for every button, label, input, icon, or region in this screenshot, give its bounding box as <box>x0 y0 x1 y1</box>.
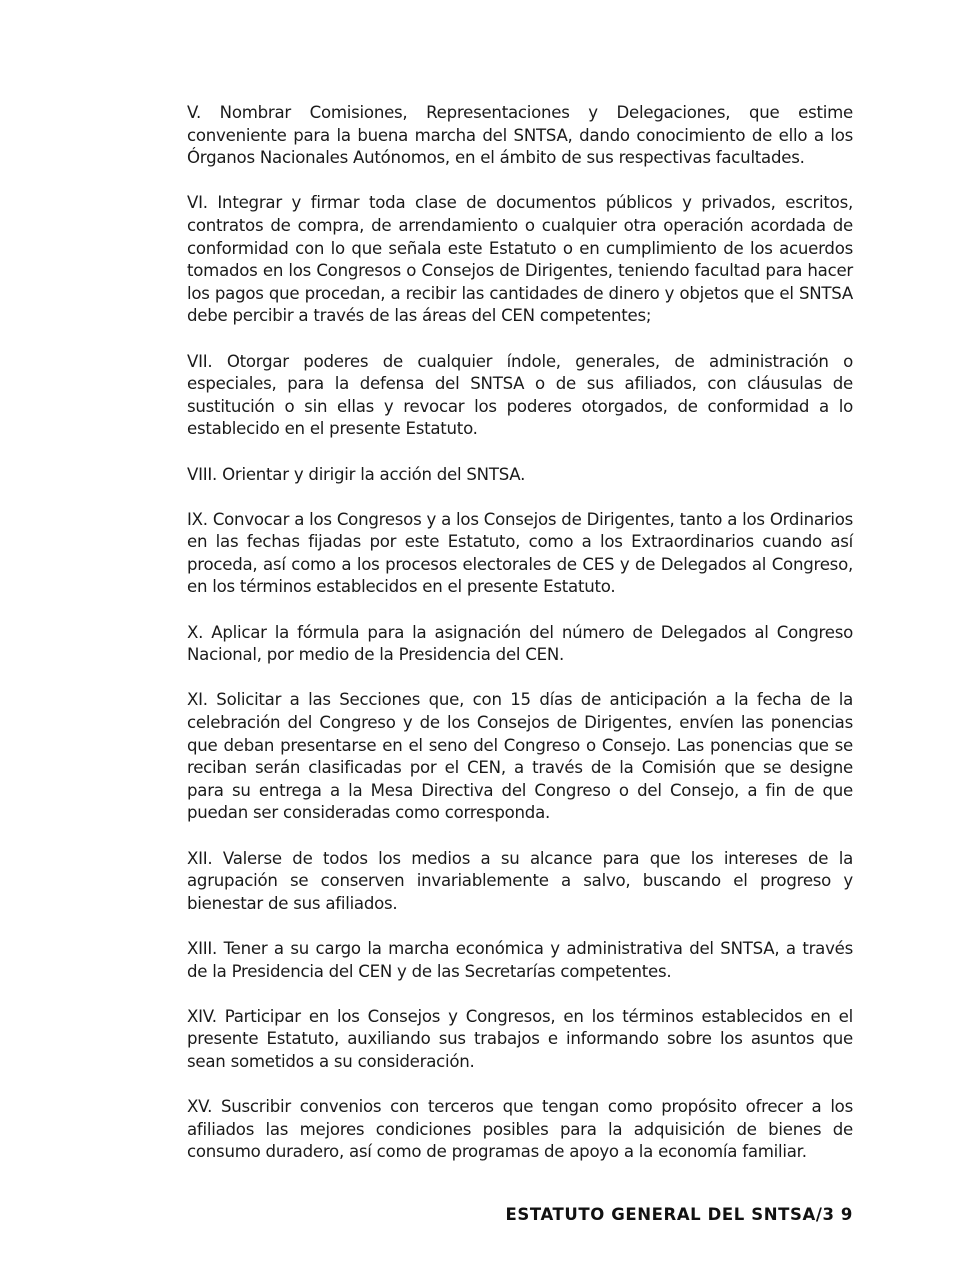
paragraph-v: V. Nombrar Comisiones, Representaciones y Delegaciones, que estime conveniente para la buena marcha del SNTSA, dando conocimiento de ello a los Órganos Nacionales Autónomos, en el ámbito de sus respectivas facultades. <box>187 103 853 168</box>
paragraph-vii: VII. Otorgar poderes de cualquier índole, generales, de administración o especiales, para la defensa del SNTSA o de sus afiliados, con cláusulas de sustitución o sin ellas y revocar los poderes otorgados, de conformidad a lo establecido en el presente Estatuto. <box>187 351 853 439</box>
paragraph-vi: VI. Integrar y firmar toda clase de documentos públicos y privados, escritos, contratos de compra, de arrendamiento o cualquier otra operación acordada de conformidad con lo que señala este Estatuto o en cumplimiento de los acuerdos tomados en los Congresos o Consejos de Dirigentes, teniendo facultad para hacer los pagos que procedan, a recibir las cantidades de dinero y objetos que el SNTSA debe percibir a través de las áreas del CEN competentes; <box>187 193 853 326</box>
paragraph-x: X. Aplicar la fórmula para la asignación del número de Delegados al Congreso Nacional, por medio de la Presidencia del CEN. <box>187 622 853 665</box>
paragraph-xiii: XIII. Tener a su cargo la marcha económica y administrativa del SNTSA, a través de la Presidencia del CEN y de las Secretarías competentes. <box>187 938 853 981</box>
paragraph-xii: XII. Valerse de todos los medios a su alcance para que los intereses de la agrupación se conserven invariablemente a salvo, buscando el progreso y bienestar de sus afiliados. <box>187 848 853 913</box>
paragraph-xi: XI. Solicitar a las Secciones que, con 15 días de anticipación a la fecha de la celebración del Congreso y de los Consejos de Dirigentes, envíen las ponencias que deban presentarse en el seno del Congreso o Consejo. Las ponencias que se reciban serán clasificadas por el CEN, a través de la Comisión que se designe para su entrega a la Mesa Directiva del Congreso o del Consejo, a fin de que puedan ser consideradas como corresponda. <box>187 690 853 823</box>
paragraph-xv: XV. Suscribir convenios con terceros que tengan como propósito ofrecer a los afiliados las mejores condiciones posibles para la adquisición de bienes de consumo duradero, así como de programas de apoyo a la economía familiar. <box>187 1097 853 1162</box>
paragraph-viii: VIII. Orientar y dirigir la acción del SNTSA. <box>187 464 526 484</box>
paragraph-ix: IX. Convocar a los Congresos y a los Consejos de Dirigentes, tanto a los Ordinarios en las fechas fijadas por este Estatuto, como a los Extraordinarios cuando así proceda, así como a los procesos electorales de CES y de Delegados al Congreso, en los términos establecidos en el presente Estatuto. <box>187 509 853 597</box>
document-body <box>187 102 853 1187</box>
paragraph-xiv: XIV. Participar en los Consejos y Congresos, en los términos establecidos en el presente Estatuto, auxiliando sus trabajos e informando sobre los asuntos que sean sometidos a su consideración. <box>187 1006 853 1071</box>
page-footer: ESTATUTO GENERAL DEL SNTSA/3 9 <box>505 1205 853 1224</box>
